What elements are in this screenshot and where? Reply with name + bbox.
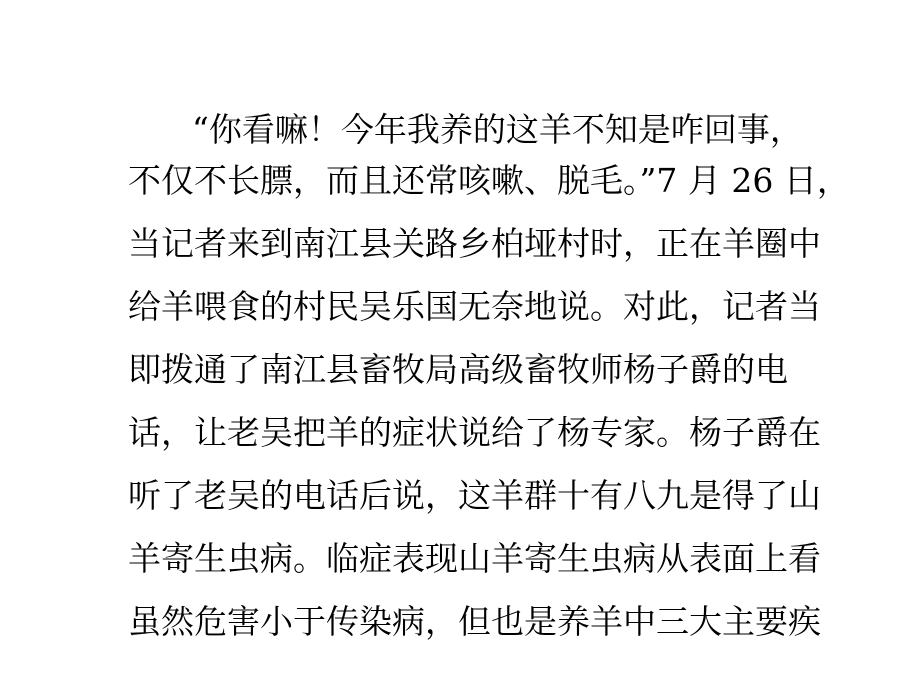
paragraph-line-5: 即拨通了南江县畜牧局高级畜牧师杨子爵的电 [128, 350, 788, 389]
paragraph-line-8: 羊寄生虫病。临症表现山羊寄生虫病从表面上看 [128, 539, 821, 578]
paragraph-line-7: 听了老吴的电话后说，这羊群十有八九是得了山 [128, 476, 821, 515]
paragraph-line-6: 话，让老吴把羊的症状说给了杨专家。杨子爵在 [128, 413, 821, 452]
paragraph-line-1: “你看嘛！今年我养的这羊不知是咋回事， [192, 110, 803, 149]
paragraph-line-4: 给羊喂食的村民吴乐国无奈地说。对此，记者当 [128, 287, 821, 326]
paragraph-line-2: 不仅不长膘，而且还常咳嗽、脱毛。”7 月 26 日， [128, 161, 850, 200]
paragraph-line-9: 虽然危害小于传染病，但也是养羊中三大主要疾 [128, 602, 821, 641]
paragraph-line-3: 当记者来到南江县关路乡柏垭村时，正在羊圈中 [128, 224, 821, 263]
